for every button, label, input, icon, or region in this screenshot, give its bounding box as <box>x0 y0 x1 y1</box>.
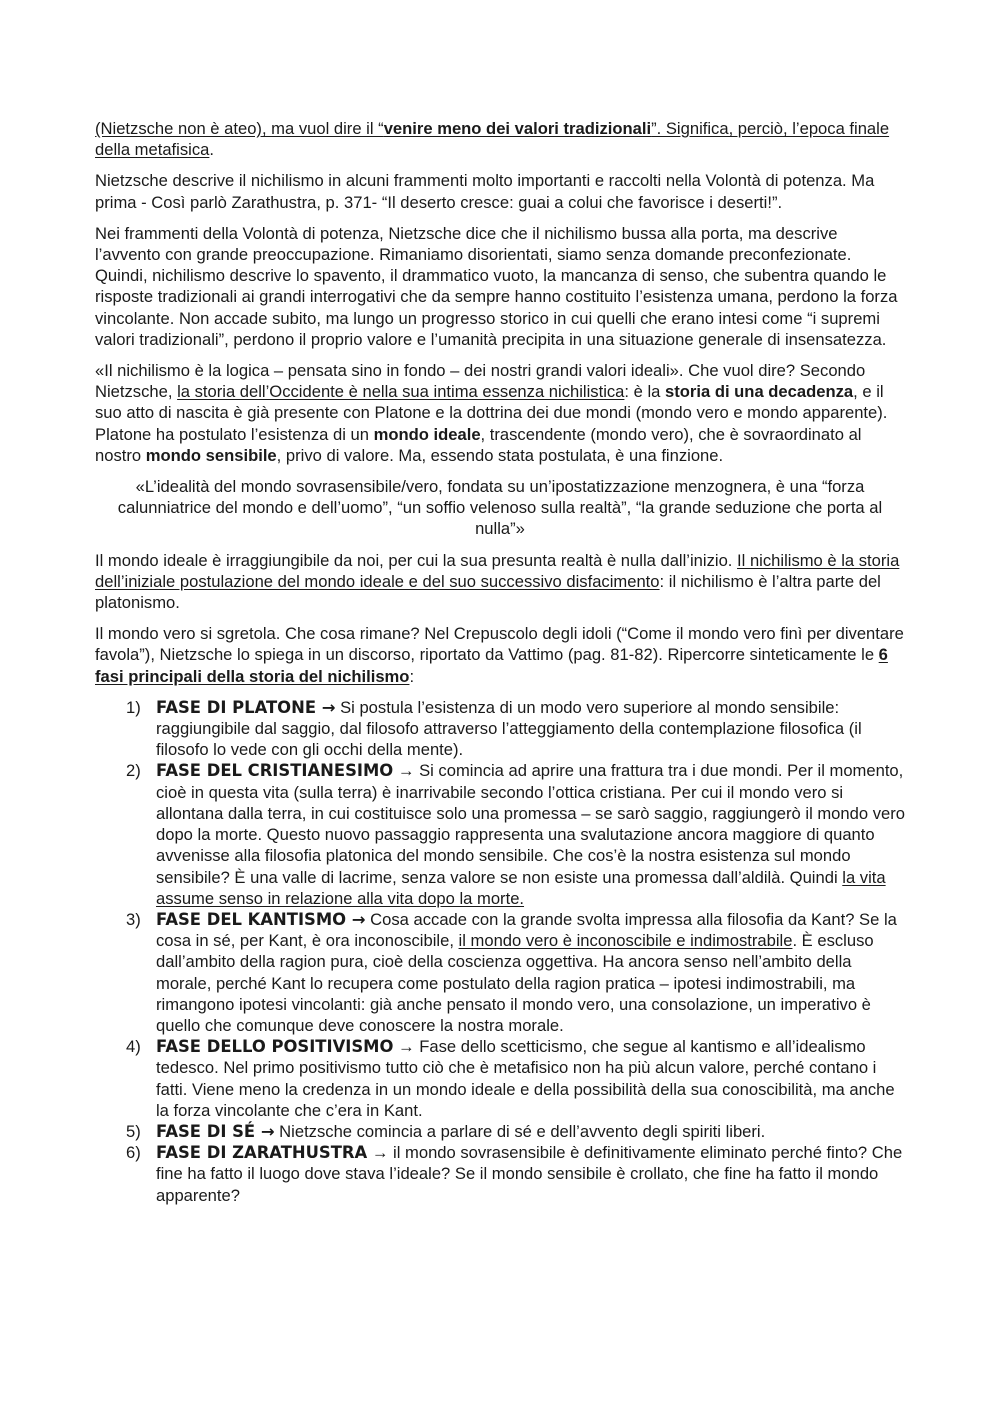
bold-text: storia di una decadenza <box>665 382 854 402</box>
text: : il nichilismo è l’altra parte del platonismo. <box>95 571 881 613</box>
phase-text: Si postula l’esistenza di un modo vero superiore al mondo sensibile: raggiungibile dal saggio, dal filosofo attraverso l’atteggiamento della contemplazione filosofica (il filosofo lo vede con gli occhi della mente). <box>156 697 862 760</box>
intro-bold: venire meno dei valori tradizionali <box>383 119 652 138</box>
block-quote: «L’idealità del mondo sovrasensibile/vero, fondata su un’ipostatizzazione menzognera, è una “forza calunniatrice del mondo e dell’uomo”, “un soffio velenoso sulla realtà”, “la grande seduzione che porta al nulla”» <box>117 477 883 539</box>
phase-title: FASE DEL CRISTIANESIMO <box>156 761 394 781</box>
phase-title: FASE DELLO POSITIVISMO <box>156 1037 394 1057</box>
list-number: 3) <box>126 909 141 929</box>
phase-text: → il mondo sovrasensibile è definitivamente eliminato perché finto? Che fine ha fatto il luogo dove stava l’ideale? Se il mondo sensibile è crollato, che fine ha fatto il mondo apparente? <box>156 1143 903 1205</box>
phase-title: FASE DEL KANTISMO → <box>156 909 366 929</box>
phase-underlined: la vita assume senso in relazione alla vita dopo la morte. <box>156 867 886 908</box>
paragraph-crepuscolo <box>95 623 905 687</box>
bold-text: mondo sensibile <box>145 445 277 465</box>
text: , e il suo atto di nascita è già presente con Platone e la dottrina dei due mondi (mondo vero e mondo apparente). Platone ha postulato l’esistenza di un <box>95 382 888 444</box>
phase-underlined: il mondo vero è inconoscibile e indimostrabile <box>458 931 793 951</box>
list-number: 6) <box>126 1143 141 1163</box>
underlined-text: Il nichilismo è la storia dell’iniziale postulazione del mondo ideale e del suo successivo disfacimento <box>95 550 900 591</box>
phase-title: FASE DI SÉ → <box>156 1121 275 1141</box>
paragraph-zarathustra: Nietzsche descrive il nichilismo in alcuni frammenti molto importanti e raccolti nella Volontà di potenza. Ma prima - Così parlò Zarathustra, p. 371- “Il deserto cresce: guai a colui che favorisce i deserti!”. <box>95 171 875 212</box>
phase-title: FASE DI PLATONE → <box>156 697 336 717</box>
list-number: 5) <box>126 1121 141 1141</box>
underlined-bold-text: 6 fasi principali della storia del nichilismo <box>95 645 888 686</box>
phase-title: FASE DI ZARATHUSTRA <box>156 1143 368 1163</box>
underlined-text: la storia dell’Occidente è nella sua intima essenza nichilistica <box>177 382 625 402</box>
list-item <box>95 1142 905 1206</box>
text: , privo di valore. Ma, essendo stata postulata, è una finzione. <box>276 445 724 465</box>
phase-text: → Fase dello scetticismo, che segue al kantismo e all’idealismo tedesco. Nel primo positivismo tutto ciò che è metafisico non ha più alcun valore, perché contano i fatti. Viene meno la credenza in un mondo ideale e della possibilità della sua conoscibilità, ma anche la forza vincolante che c’era in Kant. <box>156 1037 895 1120</box>
intro-period: . <box>209 140 214 160</box>
paragraph-mondo-ideale <box>95 550 905 614</box>
phases-list <box>95 697 905 1206</box>
text: «Il nichilismo è la logica – pensata sino in fondo – dei nostri grandi valori ideali». Che vuol dire? Secondo Nietzsche, <box>95 361 866 402</box>
list-number: 1) <box>126 697 141 717</box>
list-item <box>95 1121 905 1142</box>
paragraph-decadenza <box>95 360 905 466</box>
phase-text: Cosa accade con la grande svolta impressa alla filosofia da Kant? Se la cosa in sé, per Kant, è ora inconoscibile, <box>156 909 897 951</box>
text: Il mondo vero si sgretola. Che cosa rimane? Nel Crepuscolo degli idoli (“Come il mondo vero finì per diventare favola”), Nietzsche lo spiega in un discorso, riportato da Vattimo (pag. 81-82). Ripercorre sinteticamente le <box>95 624 904 665</box>
list-number: 4) <box>126 1037 141 1057</box>
text: : è la <box>624 382 666 402</box>
intro-text-end: ”. Significa, perciò, l’epoca finale della metafisica <box>95 119 890 160</box>
phase-text: → Si comincia ad aprire una frattura tra i due mondi. Per il momento, cioè in questa vita (sulla terra) è inarrivabile secondo l’ottica cristiana. Per cui il mondo vero si allontana dalla terra, in cui costituisce solo una promessa – se sarò saggio, raggiungerò il mondo vero dopo la morte. Questo nuovo passaggio rappresenta una svalutazione ancora maggiore di quanto avvenisse alla filosofia platonica del mondo sensibile. Che cos’è la nostra esistenza sul mondo sensibile? È una valle di lacrime, senza valore se non esiste una promessa dall’aldilà. Quindi <box>156 761 905 887</box>
list-number: 2) <box>126 761 141 781</box>
list-item <box>95 697 905 761</box>
intro-text: (Nietzsche non è ateo), ma vuol dire il “ <box>95 119 384 138</box>
list-item <box>95 909 905 1036</box>
text: , trascendente (mondo vero), che è sovraordinato al nostro <box>95 424 862 465</box>
phase-text: Nietzsche comincia a parlare di sé e dell’avvento degli spiriti liberi. <box>274 1121 766 1141</box>
bold-text: mondo ideale <box>373 424 481 444</box>
phase-text-end: . È escluso dall’ambito della ragion pura, cioè della coscienza oggettiva. Ha ancora senso nell’ambito della morale, perché Kant lo recupera come postulato della ragion pratica – ipotesi indimostrabili, ma rimangono ipotesi vincolanti: già anche pensato il mondo vero, una consolazione, un imperativo è quello che comunque deve conoscere la nostra morale. <box>156 931 874 1035</box>
list-item <box>95 760 905 908</box>
paragraph-intro <box>95 118 905 160</box>
intro-underlined <box>95 119 889 159</box>
list-item <box>95 1036 905 1121</box>
text: : <box>409 666 415 686</box>
paragraph-volonta: Nei frammenti della Volontà di potenza, Nietzsche dice che il nichilismo bussa alla porta, ma descrive l’avvento con grande preoccupazione. Rimaniamo disorientati, siamo senza domande preconfezionate. Quindi, nichilismo descrive lo spavento, il drammatico vuoto, la mancanza di senso, che subentra quando le risposte tradizionali ai grandi interrogativi che da sempre hanno costituito l’esistenza umana, perdono la forza vincolante. Non accade subito, ma lungo un progresso storico in cui quelli che erano intesi come “i supremi valori tradizionali”, perdono il proprio valore e l’umanità precipita in una situazione generale di insensatezza. <box>95 223 898 349</box>
text: Il mondo ideale è irraggiungibile da noi, per cui la sua presunta realtà è nulla dall’inizio. <box>95 550 738 570</box>
